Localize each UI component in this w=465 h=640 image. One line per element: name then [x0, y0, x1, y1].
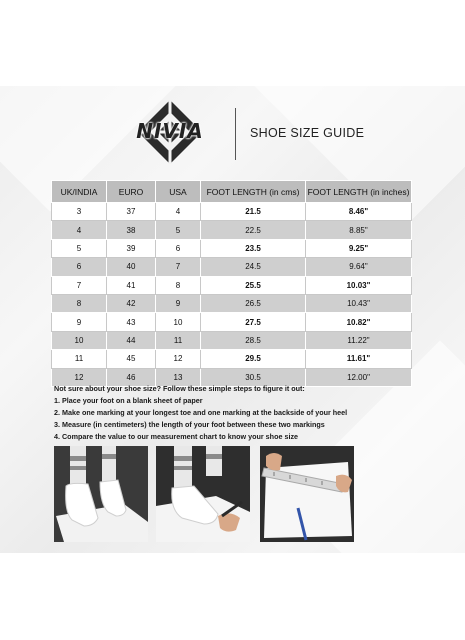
cell-inches: 10.43"	[306, 294, 412, 312]
marking-foot-photo	[156, 446, 250, 542]
cell-uk: 10	[52, 331, 107, 349]
cell-cm: 28.5	[201, 331, 306, 349]
cell-cm: 25.5	[201, 276, 306, 294]
cell-euro: 41	[107, 276, 156, 294]
header-foot-length-cm: FOOT LENGTH (in cms)	[201, 181, 306, 203]
cell-uk: 11	[52, 350, 107, 368]
cell-uk: 9	[52, 313, 107, 331]
cell-inches: 8.85"	[306, 221, 412, 239]
instructions-intro: Not sure about your shoe size? Follow these simple steps to figure it out:	[54, 384, 305, 393]
cell-usa: 7	[156, 258, 201, 276]
cell-euro: 44	[107, 331, 156, 349]
cell-cm: 30.5	[201, 368, 306, 386]
cell-cm: 23.5	[201, 239, 306, 257]
cell-usa: 12	[156, 350, 201, 368]
cell-euro: 43	[107, 313, 156, 331]
cell-euro: 46	[107, 368, 156, 386]
header-euro: EURO	[107, 181, 156, 203]
cell-inches: 9.25"	[306, 239, 412, 257]
table-header-row	[52, 181, 412, 203]
cell-uk: 12	[52, 368, 107, 386]
cell-inches: 10.82"	[306, 313, 412, 331]
cell-cm: 22.5	[201, 221, 306, 239]
instructions	[54, 383, 434, 443]
cell-cm: 27.5	[201, 313, 306, 331]
cell-uk: 7	[52, 276, 107, 294]
cell-inches: 8.46"	[306, 203, 412, 221]
table-row	[52, 313, 412, 331]
cell-usa: 11	[156, 331, 201, 349]
cell-inches: 9.64"	[306, 258, 412, 276]
table-row	[52, 203, 412, 221]
table-row	[52, 239, 412, 257]
table-row	[52, 258, 412, 276]
cell-inches: 12.00"	[306, 368, 412, 386]
cell-euro: 39	[107, 239, 156, 257]
cell-uk: 4	[52, 221, 107, 239]
instruction-step: 3. Measure (in centimeters) the length of your foot between these two markings	[54, 420, 325, 429]
header-foot-length-in: FOOT LENGTH (in inches)	[306, 181, 412, 203]
cell-inches: 11.61"	[306, 350, 412, 368]
marking-foot-icon	[156, 446, 250, 542]
cell-euro: 37	[107, 203, 156, 221]
cell-inches: 10.03"	[306, 276, 412, 294]
size-chart-table	[51, 180, 412, 387]
nivia-logo	[118, 98, 222, 166]
table-row	[52, 331, 412, 349]
cell-uk: 6	[52, 258, 107, 276]
measuring-ruler-icon	[260, 446, 354, 542]
header-usa: USA	[156, 181, 201, 203]
cell-usa: 6	[156, 239, 201, 257]
cell-euro: 40	[107, 258, 156, 276]
foot-on-paper-icon	[54, 446, 148, 542]
cell-uk: 8	[52, 294, 107, 312]
cell-usa: 13	[156, 368, 201, 386]
table-row	[52, 294, 412, 312]
cell-cm: 21.5	[201, 203, 306, 221]
table-row	[52, 350, 412, 368]
table-row	[52, 276, 412, 294]
cell-euro: 42	[107, 294, 156, 312]
cell-usa: 10	[156, 313, 201, 331]
instruction-step: 1. Place your foot on a blank sheet of paper	[54, 396, 203, 405]
instruction-step: 2. Make one marking at your longest toe and one marking at the backside of your heel	[54, 408, 348, 417]
brand-name: NIVIA	[136, 119, 204, 143]
page-title: SHOE SIZE GUIDE	[250, 126, 365, 140]
cell-usa: 5	[156, 221, 201, 239]
cell-cm: 26.5	[201, 294, 306, 312]
table-row	[52, 221, 412, 239]
cell-inches: 11.22"	[306, 331, 412, 349]
cell-uk: 3	[52, 203, 107, 221]
cell-euro: 45	[107, 350, 156, 368]
foot-on-paper-photo	[54, 446, 148, 542]
header-uk-india: UK/INDIA	[52, 181, 107, 203]
cell-euro: 38	[107, 221, 156, 239]
instruction-step: 4. Compare the value to our measurement chart to know your shoe size	[54, 432, 299, 441]
cell-usa: 4	[156, 203, 201, 221]
cell-usa: 9	[156, 294, 201, 312]
measuring-ruler-photo	[260, 446, 354, 542]
header-divider	[235, 108, 236, 160]
cell-usa: 8	[156, 276, 201, 294]
cell-uk: 5	[52, 239, 107, 257]
cell-cm: 24.5	[201, 258, 306, 276]
cell-cm: 29.5	[201, 350, 306, 368]
